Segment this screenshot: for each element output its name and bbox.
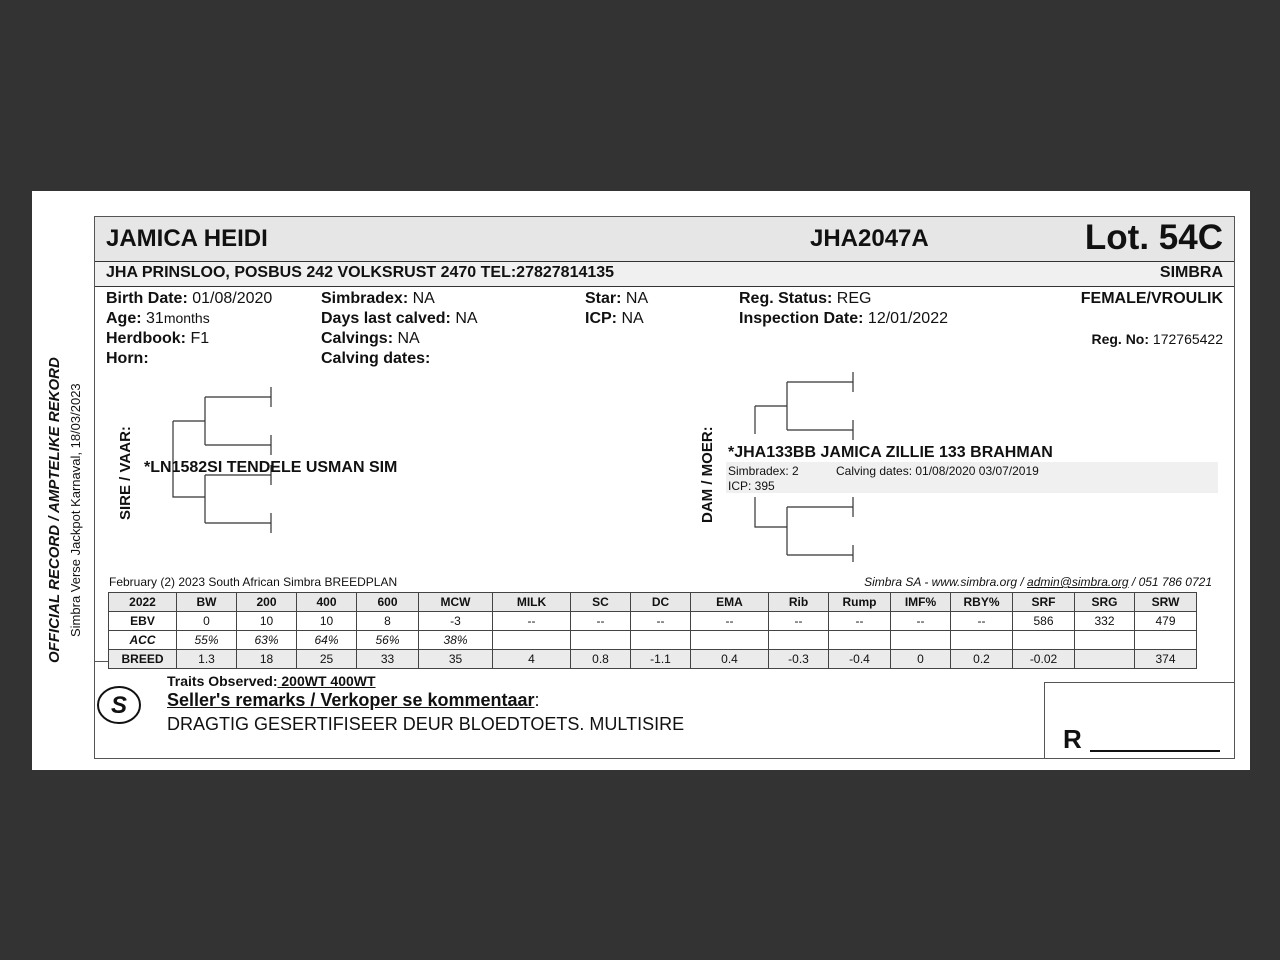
table-cell: SRG [1075, 593, 1135, 612]
inspection-date: Inspection Date: 12/01/2022 [739, 310, 948, 327]
table-cell: RBY% [951, 593, 1013, 612]
table-cell: MCW [419, 593, 493, 612]
table-cell: 0 [891, 650, 951, 669]
birth-date: Birth Date: 01/08/2020 [106, 290, 273, 307]
dam-name: *JHA133BB JAMICA ZILLIE 133 BRAHMAN [728, 444, 1053, 461]
days-last-calved: Days last calved: NA [321, 310, 478, 327]
price-prefix: R [1063, 724, 1082, 754]
star: Star: NA [585, 290, 649, 307]
table-cell: 55% [177, 631, 237, 650]
table-cell: -3 [419, 612, 493, 631]
breedplan-caption: February (2) 2023 South African Simbra BREEDPLAN [109, 575, 398, 589]
event-text: Simbra Verse Jackpot Karnaval, 18/03/2023 [68, 383, 83, 637]
table-cell [769, 631, 829, 650]
table-cell: -0.3 [769, 650, 829, 669]
table-cell: 0.2 [951, 650, 1013, 669]
table-cell: -- [769, 612, 829, 631]
auction-card [32, 191, 1250, 770]
row-label-cell: BREED [109, 650, 177, 669]
table-cell: SC [571, 593, 631, 612]
table-cell: 63% [237, 631, 297, 650]
table-cell: 1.3 [177, 650, 237, 669]
table-cell: -- [631, 612, 691, 631]
price-box-divider [1044, 682, 1045, 758]
table-cell: 10 [297, 612, 357, 631]
table-cell [631, 631, 691, 650]
traits-observed: Traits Observed: 200WT 400WT [167, 673, 376, 689]
breeder-line: JHA PRINSLOO, POSBUS 242 VOLKSRUST 2470 TEL:27827814135 [106, 264, 615, 281]
table-cell: 200 [237, 593, 297, 612]
ebv-row [109, 612, 1197, 631]
table-cell: SRF [1013, 593, 1075, 612]
table-cell: -0.02 [1013, 650, 1075, 669]
ebv-table [108, 592, 1197, 669]
sex: FEMALE/VROULIK [1080, 290, 1223, 307]
table-cell: -- [691, 612, 769, 631]
age: Age: 31months [106, 310, 210, 327]
table-cell: 56% [357, 631, 419, 650]
table-cell [571, 631, 631, 650]
row-label-cell: ACC [109, 631, 177, 650]
table-cell: 0.8 [571, 650, 631, 669]
sire-label: SIRE / VAAR: [117, 426, 134, 520]
table-cell: SRW [1135, 593, 1197, 612]
table-cell: 4 [493, 650, 571, 669]
table-cell: 0 [177, 612, 237, 631]
seller-logo [95, 680, 145, 730]
icp: ICP: NA [585, 310, 644, 327]
table-cell: 600 [357, 593, 419, 612]
table-cell [1013, 631, 1075, 650]
table-cell [829, 631, 891, 650]
dam-simbradex: Simbradex: 2 [728, 464, 799, 478]
animal-name: JAMICA HEIDI [106, 225, 268, 252]
dam-label: DAM / MOER: [699, 426, 716, 523]
table-cell: BW [177, 593, 237, 612]
table-cell: -- [951, 612, 1013, 631]
row-label-cell: 2022 [109, 593, 177, 612]
table-cell: Rump [829, 593, 891, 612]
table-cell: 18 [237, 650, 297, 669]
official-record-text: OFFICIAL RECORD / AMPTELIKE REKORD [46, 357, 63, 663]
simbradex: Simbradex: NA [321, 290, 435, 307]
record-box [94, 216, 1235, 759]
breedplan-contact: Simbra SA - www.simbra.org / admin@simbra.org / 051 786 0721 [864, 575, 1212, 589]
price-box-top [1044, 682, 1234, 683]
table-cell: -0.4 [829, 650, 891, 669]
table-cell: 8 [357, 612, 419, 631]
sire-name: *LN1582SI TENDELE USMAN SIM [144, 459, 398, 476]
table-cell [951, 631, 1013, 650]
table-cell: 64% [297, 631, 357, 650]
seller-remarks-label: Seller's remarks / Verkoper se kommentaar: [167, 690, 540, 710]
row-label-cell: EBV [109, 612, 177, 631]
table-cell: MILK [493, 593, 571, 612]
table-cell: 479 [1135, 612, 1197, 631]
breed-name: SIMBRA [1159, 264, 1223, 281]
table-cell: -- [493, 612, 571, 631]
reg-code: JHA2047A [810, 225, 929, 252]
table-cell: -- [891, 612, 951, 631]
table-cell [1075, 631, 1135, 650]
table-cell: 25 [297, 650, 357, 669]
table-cell [691, 631, 769, 650]
table-cell: 332 [1075, 612, 1135, 631]
table-cell [1075, 650, 1135, 669]
table-cell [1135, 631, 1197, 650]
reg-status: Reg. Status: REG [739, 290, 872, 307]
calvings: Calvings: NA [321, 330, 420, 347]
table-cell: 35 [419, 650, 493, 669]
table-cell: -- [571, 612, 631, 631]
dam-calving-dates: Calving dates: 01/08/2020 03/07/2019 [836, 464, 1039, 478]
table-cell: -- [829, 612, 891, 631]
price-line[interactable] [1090, 750, 1220, 752]
dam-icp: ICP: 395 [728, 479, 775, 493]
table-cell: IMF% [891, 593, 951, 612]
table-cell [891, 631, 951, 650]
table-cell: 400 [297, 593, 357, 612]
table-cell: 38% [419, 631, 493, 650]
table-cell: 0.4 [691, 650, 769, 669]
table-cell: 374 [1135, 650, 1197, 669]
svg-text:S: S [110, 692, 128, 719]
reg-no: Reg. No: 172765422 [1091, 331, 1223, 347]
ebv-header-row [109, 593, 1197, 612]
table-cell: DC [631, 593, 691, 612]
table-cell: -1.1 [631, 650, 691, 669]
lot-number: Lot. 54C [1084, 218, 1223, 257]
seller-comment: DRAGTIG GESERTIFISEER DEUR BLOEDTOETS. MULTISIRE [167, 714, 685, 734]
table-cell [493, 631, 571, 650]
table-cell: 10 [237, 612, 297, 631]
table-cell: EMA [691, 593, 769, 612]
acc-row [109, 631, 1197, 650]
table-cell: 33 [357, 650, 419, 669]
horn: Horn: [106, 350, 149, 367]
calving-dates: Calving dates: [321, 350, 431, 367]
breed-row [109, 650, 1197, 669]
table-cell: Rib [769, 593, 829, 612]
table-cell: 586 [1013, 612, 1075, 631]
herdbook: Herdbook: F1 [106, 330, 210, 347]
